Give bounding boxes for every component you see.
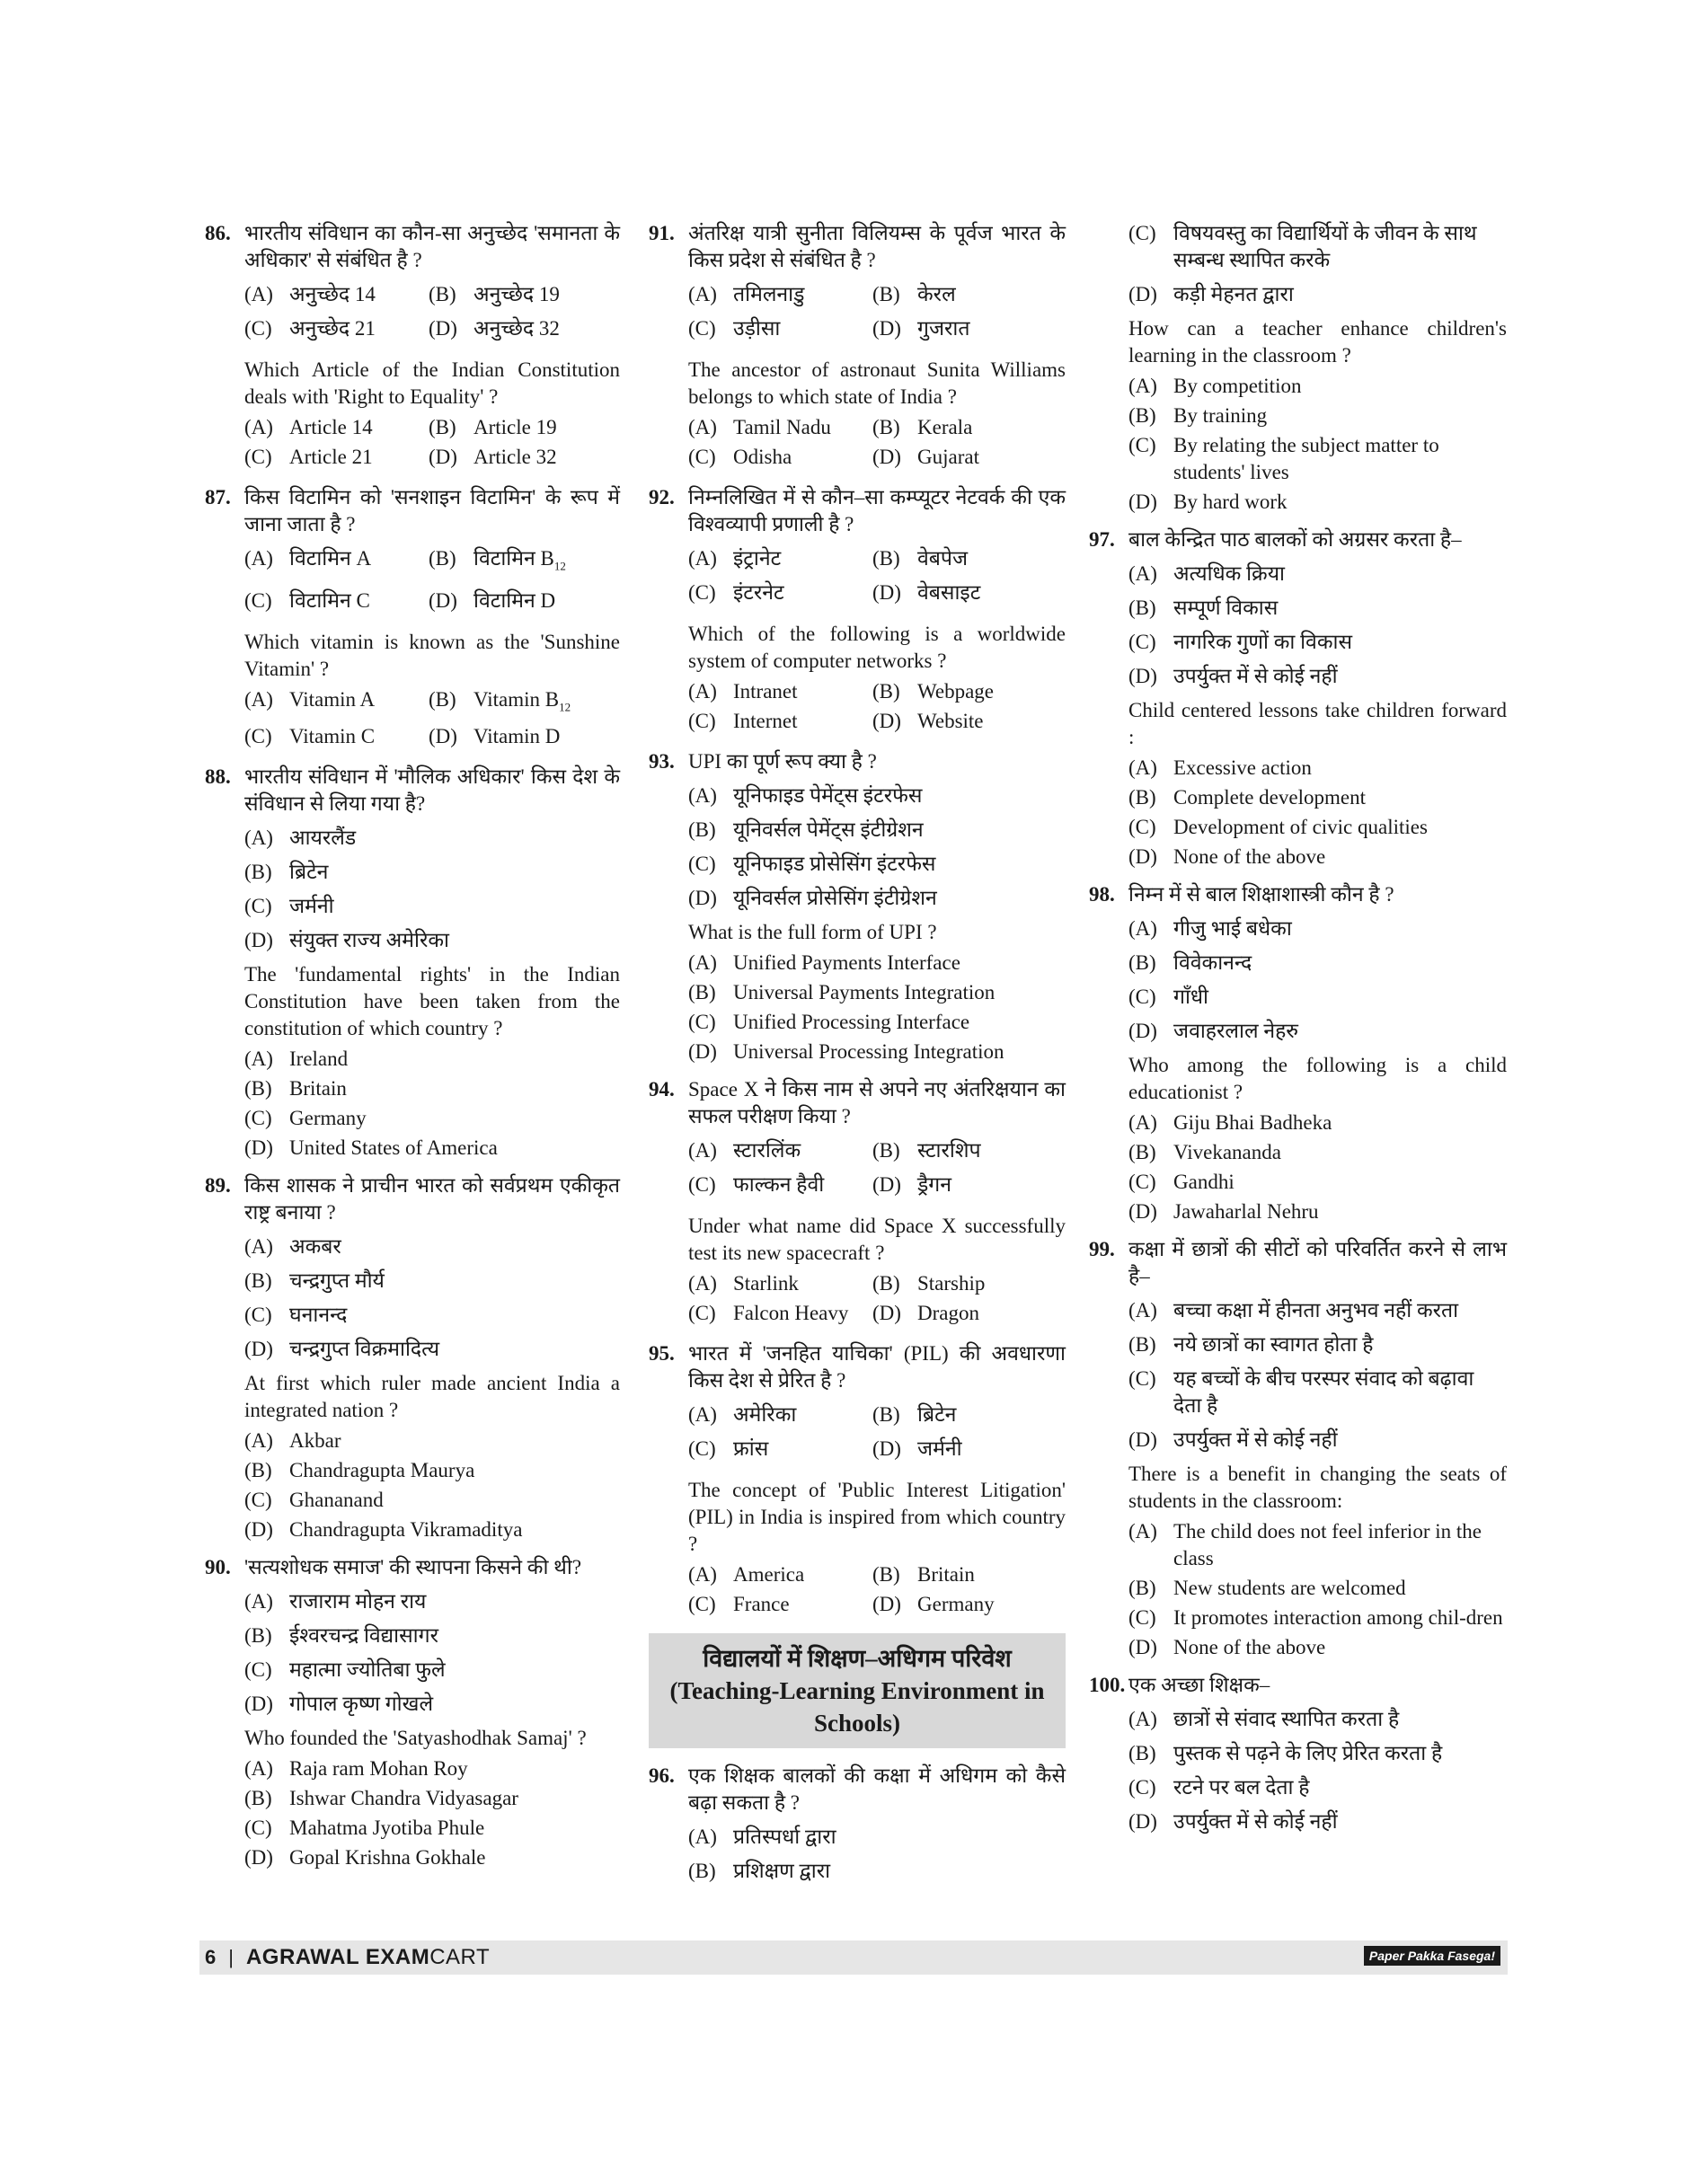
option-a[interactable]: (A) यूनिफाइड पेमेंट्स इंटरफेस [688, 784, 923, 807]
option-d[interactable]: (D) Chandragupta Vikramaditya [244, 1518, 523, 1542]
option-b[interactable]: (B) प्रशिक्षण द्वारा [688, 1860, 831, 1882]
option-a[interactable]: (A) Giju Bhai Badheka [1128, 1111, 1332, 1134]
option-a[interactable]: (A) प्रतिस्पर्धा द्वारा [688, 1825, 836, 1848]
options-hindi [1128, 915, 1507, 1045]
option-b[interactable]: (B) By training [1128, 404, 1268, 427]
question-number: 99. [1089, 1238, 1115, 1260]
question-88 [205, 764, 620, 1162]
question-text-hindi: भारतीय संविधान में 'मौलिक अधिकार' किस देश के संविधान से लिया गया है? [244, 765, 620, 816]
question-text-hindi: बाल केन्द्रित पाठ बालकों को अग्रसर करता है– [1128, 528, 1462, 551]
option-c[interactable]: (C) Odisha [688, 446, 792, 468]
question-text-english: The 'fundamental rights' in the Indian Constitution have been taken from the constitution of which country ? [244, 963, 620, 1040]
option-d[interactable]: (D) यूनिवर्सल प्रोसेसिंग इंटीग्रेशन [688, 887, 937, 909]
option-b[interactable]: (B) स्टारशिप [872, 1139, 981, 1162]
options-english [244, 1755, 620, 1871]
question-text-english: Which of the following is a worldwide system of computer networks ? [688, 623, 1066, 672]
options-hindi [688, 1824, 1066, 1885]
options-hindi [244, 825, 620, 954]
option-c[interactable]: (C) Falcon Heavy [688, 1302, 849, 1324]
question-93 [649, 748, 1066, 1065]
question-text-english: What is the full form of UPI ? [688, 921, 937, 943]
question-91 [649, 220, 1066, 473]
question-text-english: The concept of 'Public Interest Litigation' (PIL) in India is inspired from which country ? [688, 1479, 1066, 1555]
option-d[interactable]: (D) Website [872, 710, 984, 732]
question-text-english: The ancestor of astronaut Sunita Williams belongs to which state of India ? [688, 358, 1066, 408]
option-d[interactable]: (D) उपर्युक्त में से कोई नहीं [1128, 1810, 1338, 1833]
section-heading-english: (Teaching-Learning Environment in Schools) [669, 1677, 1045, 1737]
option-a[interactable]: (A) Vitamin A [244, 687, 376, 711]
options-english [1128, 373, 1507, 516]
option-b[interactable]: (B) Chandragupta Maurya [244, 1459, 475, 1482]
question-number: 90. [205, 1556, 231, 1579]
option-b[interactable]: (B) सम्पूर्ण विकास [1128, 597, 1279, 619]
option-b[interactable]: (B) Starship [872, 1272, 986, 1295]
option-a[interactable]: (A) इंट्रानेट [688, 547, 782, 570]
options-hindi [244, 1588, 620, 1718]
brand-logo: AGRAWAL EXAMCART [245, 1945, 491, 1969]
column-3 [1089, 220, 1507, 1846]
option-c[interactable]: (C) यूनिफाइड प्रोसेसिंग इंटरफेस [688, 853, 936, 875]
section-heading-hindi: विद्यालयों में शिक्षण–अधिगम परिवेश [703, 1645, 1012, 1672]
question-text-english: Who founded the 'Satyashodhak Samaj' ? [244, 1727, 587, 1750]
question-87 [205, 484, 620, 753]
question-text-english: How can a teacher enhance children's learning in the classroom ? [1128, 317, 1507, 367]
option-b[interactable]: (B) New students are welcomed [1128, 1577, 1406, 1599]
question-text-hindi: भारत में 'जनहित याचिका' (PIL) की अवधारणा किस देश से प्रेरित है ? [688, 1342, 1066, 1392]
question-text-english: Under what name did Space X successfully test its new spacecraft ? [688, 1215, 1066, 1264]
option-a[interactable]: (A) Intranet [688, 680, 798, 703]
option-c[interactable]: (C) घनानन्द [244, 1304, 348, 1327]
question-text-hindi: निम्न में से बाल शिक्षाशास्त्री कौन है ? [1128, 883, 1394, 906]
question-96-continued [1128, 220, 1507, 516]
option-b[interactable]: (B) वेबपेज [872, 547, 969, 570]
option-d[interactable]: (D) Germany [872, 1593, 995, 1615]
option-b[interactable]: (B) Vivekananda [1128, 1141, 1281, 1163]
question-text-english: At first which ruler made ancient India a integrated nation ? [244, 1372, 620, 1422]
option-a[interactable]: (A) By competition [1128, 375, 1302, 397]
section-heading [649, 1633, 1066, 1748]
question-number: 87. [205, 486, 231, 508]
option-d[interactable]: (D) चन्द्रगुप्त विक्रमादित्य [244, 1338, 440, 1361]
option-d[interactable]: (D) वेबसाइट [872, 581, 981, 604]
option-b[interactable]: (B) Complete development [1128, 786, 1366, 809]
options-hindi [688, 281, 1066, 349]
options-english [244, 1046, 620, 1162]
option-b[interactable]: (B) पुस्तक से पढ़ने के लिए प्रेरित करता है [1128, 1742, 1443, 1764]
option-c[interactable]: (C) Vitamin C [244, 725, 376, 748]
options-hindi [688, 1137, 1066, 1206]
question-98 [1089, 881, 1507, 1225]
option-c[interactable]: (C) महात्मा ज्योतिबा फुले [244, 1658, 446, 1682]
option-d[interactable]: (D) अनुच्छेद 32 [429, 317, 560, 340]
question-number: 95. [649, 1342, 675, 1365]
option-c[interactable]: (C) Ghananand [244, 1489, 384, 1512]
option-b[interactable]: (B) ब्रिटेन [872, 1403, 957, 1426]
options-hindi [688, 782, 1066, 912]
question-95 [649, 1340, 1066, 1621]
page-footer [199, 1940, 1508, 1975]
option-b[interactable]: (B) Britain [872, 1563, 975, 1586]
question-number: 94. [649, 1078, 675, 1101]
question-number: 89. [205, 1174, 231, 1198]
option-a[interactable]: (A) अमेरिका [688, 1403, 797, 1426]
options-hindi [688, 1401, 1066, 1470]
option-a[interactable]: (A) अनुच्छेद 14 [244, 283, 376, 305]
option-b[interactable]: (B) नये छात्रों का स्वागत होता है [1128, 1333, 1374, 1356]
question-text-english: There is a benefit in changing the seats of students in the classroom: [1128, 1463, 1507, 1512]
option-b[interactable]: (B) Kerala [872, 416, 973, 438]
option-c[interactable]: (C) Mahatma Jyotiba Phule [244, 1817, 485, 1840]
question-text-hindi: एक अच्छा शिक्षक– [1128, 1674, 1270, 1696]
option-c[interactable]: (C) Germany [244, 1107, 367, 1130]
options-hindi [1128, 220, 1507, 308]
question-text-hindi: Space X ने किस नाम से अपने नए अंतरिक्षयान का सफल परीक्षण किया ? [688, 1078, 1066, 1127]
question-text-hindi: UPI का पूर्ण रूप क्या है ? [688, 750, 877, 773]
option-c[interactable]: (C) यह बच्चों के बीच परस्पर संवाद को बढ़ावा देता है [1128, 1367, 1474, 1417]
options-hindi [244, 1233, 620, 1363]
question-99 [1089, 1236, 1507, 1661]
option-c[interactable]: (C) It promotes interaction among chil-dren [1128, 1606, 1503, 1629]
column-2 [649, 220, 1066, 1896]
question-number: 100. [1089, 1674, 1126, 1696]
option-d[interactable]: (D) Gujarat [872, 446, 979, 468]
page-number: 6 [205, 1946, 217, 1968]
option-d[interactable]: (D) Gopal Krishna Gokhale [244, 1846, 486, 1870]
options-english [1128, 755, 1507, 871]
question-number: 92. [649, 486, 675, 508]
option-c[interactable]: (C) Internet [688, 710, 798, 732]
option-d[interactable]: (D) None of the above [1128, 845, 1326, 868]
option-c[interactable]: (C) Article 21 [244, 446, 373, 468]
option-b[interactable]: (B) विवेकानन्द [1128, 951, 1252, 974]
question-96 [649, 1763, 1066, 1885]
question-text-english: Child centered lessons take children forward : [1128, 699, 1507, 748]
options-english [688, 1561, 1066, 1621]
column-1 [205, 220, 620, 1882]
question-number: 93. [649, 750, 675, 773]
option-a[interactable]: (A) गीजु भाई बधेका [1128, 917, 1292, 940]
question-text-hindi: किस विटामिन को 'सनशाइन विटामिन' के रूप में जाना जाता है ? [244, 486, 620, 535]
option-b[interactable]: (B) Britain [244, 1077, 347, 1101]
question-text-hindi: अंतरिक्ष यात्री सुनीता विलियम्स के पूर्वज भारत के किस प्रदेश से संबंधित है ? [688, 222, 1066, 271]
option-a[interactable]: (A) राजाराम मोहन राय [244, 1590, 427, 1613]
options-hindi [1128, 1297, 1507, 1454]
question-text-hindi: 'सत्यशोधक समाज' की स्थापना किसने की थी? [244, 1556, 582, 1579]
option-d[interactable]: (D) गुजरात [872, 317, 970, 340]
option-b[interactable]: (B) Universal Payments Integration [688, 981, 996, 1003]
option-c[interactable]: (C) उड़ीसा [688, 317, 781, 340]
question-100 [1089, 1672, 1507, 1835]
option-d[interactable]: (D) By hard work [1128, 491, 1288, 513]
tagline-badge: Paper Pakka Fasega! [1364, 1946, 1500, 1966]
option-c[interactable]: (C) गाँधी [1128, 986, 1209, 1008]
question-89 [205, 1172, 620, 1543]
options-english [688, 678, 1066, 738]
question-text-hindi: किस शासक ने प्राचीन भारत को सर्वप्रथम एकीकृत राष्ट्र बनाया ? [244, 1174, 620, 1224]
option-c[interactable]: (C) जर्मनी [244, 895, 334, 918]
option-c[interactable]: (C) विटामिन C [244, 588, 370, 612]
option-b[interactable]: (B) विटामिन $B_{12}$ [429, 547, 566, 573]
question-text-english: Which vitamin is known as the 'Sunshine Vitamin' ? [244, 630, 620, 680]
options-english [1128, 1518, 1507, 1661]
option-b[interactable]: (B) Ishwar Chandra Vidyasagar [244, 1787, 518, 1810]
option-d[interactable]: (D) गोपाल कृष्ण गोखले [244, 1693, 434, 1716]
question-number: 98. [1089, 883, 1115, 906]
question-number: 96. [649, 1764, 675, 1787]
question-number: 97. [1089, 528, 1115, 551]
option-b[interactable]: (B) ईश्वरचन्द्र विद्यासागर [244, 1624, 438, 1648]
option-a[interactable]: (A) विटामिन A [244, 547, 372, 570]
options-hindi [244, 545, 620, 622]
options-english [1128, 1109, 1507, 1225]
option-c[interactable]: (C) नागरिक गुणों का विकास [1128, 631, 1353, 653]
option-a[interactable]: (A) अत्यधिक क्रिया [1128, 562, 1286, 585]
options-hindi [244, 281, 620, 349]
options-english [688, 1270, 1066, 1330]
question-97 [1089, 526, 1507, 871]
option-d[interactable]: (D) None of the above [1128, 1636, 1326, 1658]
option-a[interactable]: (A) बच्चा कक्षा में हीनता अनुभव नहीं करता [1128, 1299, 1459, 1322]
option-a[interactable]: (A) तमिलनाडु [688, 283, 805, 305]
option-d[interactable]: (D) जवाहरलाल नेहरु [1128, 1020, 1299, 1042]
option-b[interactable]: (B) Webpage [872, 680, 994, 703]
option-c[interactable]: (C) विषयवस्तु का विद्यार्थियों के जीवन के साथ सम्बन्ध स्थापित करके [1128, 222, 1477, 271]
option-a[interactable]: (A) Starlink [688, 1272, 799, 1295]
option-d[interactable]: (D) Jawaharlal Nehru [1128, 1200, 1319, 1223]
option-c[interactable]: (C) Development of civic qualities [1128, 816, 1428, 838]
question-number: 91. [649, 222, 675, 244]
option-d[interactable]: (D) उपर्युक्त में से कोई नहीं [1128, 1428, 1338, 1451]
option-a[interactable]: (A) Raja ram Mohan Roy [244, 1757, 468, 1781]
question-94 [649, 1076, 1066, 1330]
option-d[interactable]: (D) Vitamin D [429, 725, 561, 748]
option-c[interactable]: (C) रटने पर बल देता है [1128, 1776, 1310, 1799]
option-c[interactable]: (C) Gandhi [1128, 1171, 1235, 1193]
question-number: 88. [205, 765, 231, 789]
option-a[interactable]: (A) Article 14 [244, 416, 373, 438]
option-a[interactable]: (A) अकबर [244, 1235, 341, 1259]
option-b[interactable]: (B) ब्रिटेन [244, 861, 329, 884]
option-c[interactable]: (C) France [688, 1593, 790, 1615]
option-b[interactable]: (B) केरल [872, 283, 956, 305]
options-english [688, 950, 1066, 1065]
option-a[interactable]: (A) स्टारलिंक [688, 1139, 801, 1162]
question-text-hindi: निम्नलिखित में से कौन–सा कम्प्यूटर नेटवर्क की एक विश्वव्यापी प्रणाली है ? [688, 486, 1066, 535]
option-a[interactable]: (A) Unified Payments Interface [688, 951, 960, 974]
option-a[interactable]: (A) छात्रों से संवाद स्थापित करता है [1128, 1708, 1400, 1730]
option-c[interactable]: (C) फ्रांस [688, 1437, 769, 1460]
option-c[interactable]: (C) अनुच्छेद 21 [244, 317, 376, 340]
option-c[interactable]: (C) Unified Processing Interface [688, 1011, 970, 1033]
options-hindi [1128, 561, 1507, 690]
question-92 [649, 484, 1066, 738]
option-d[interactable]: (D) कड़ी मेहनत द्वारा [1128, 283, 1294, 305]
options-english [688, 414, 1066, 473]
question-90 [205, 1554, 620, 1871]
option-d[interactable]: (D) Article 32 [429, 446, 557, 468]
option-d[interactable]: (D) विटामिन D [429, 588, 556, 612]
option-a[interactable]: (A) America [688, 1563, 805, 1586]
option-d[interactable]: (D) Dragon [872, 1302, 979, 1324]
option-a[interactable]: (A) Tamil Nadu [688, 416, 831, 438]
options-english [244, 414, 620, 473]
question-number: 86. [205, 222, 231, 244]
question-text-english: Who among the following is a child educationist ? [1128, 1054, 1507, 1103]
question-text-hindi: कक्षा में छात्रों की सीटों को परिवर्तित करने से लाभ है– [1128, 1238, 1507, 1287]
option-d[interactable]: (D) जर्मनी [872, 1437, 962, 1460]
option-c[interactable]: (C) इंटरनेट [688, 581, 784, 604]
option-b[interactable]: (B) अनुच्छेद 19 [429, 283, 560, 305]
option-d[interactable]: (D) संयुक्त राज्य अमेरिका [244, 929, 449, 952]
options-english [244, 1428, 620, 1543]
option-c[interactable]: (C) By relating the subject matter to students' lives [1128, 434, 1439, 483]
option-d[interactable]: (D) Universal Processing Integration [688, 1040, 1004, 1063]
option-d[interactable]: (D) उपर्युक्त में से कोई नहीं [1128, 665, 1338, 687]
footer-separator: | [228, 1946, 234, 1968]
question-86 [205, 220, 620, 473]
question-text-hindi: भारतीय संविधान का कौन-सा अनुच्छेद 'समानता के अधिकार' से संबंधित है ? [244, 222, 620, 271]
option-c[interactable]: (C) फाल्कन हैवी [688, 1173, 825, 1196]
option-a[interactable]: (A) Akbar [244, 1429, 341, 1453]
options-english [244, 686, 620, 754]
option-b[interactable]: (B) Article 19 [429, 416, 557, 438]
option-b[interactable]: (B) Vitamin $B_{12}$ [429, 687, 571, 714]
option-b[interactable]: (B) यूनिवर्सल पेमेंट्स इंटीग्रेशन [688, 818, 924, 841]
question-text-english: Which Article of the Indian Constitution deals with 'Right to Equality' ? [244, 358, 620, 408]
options-hindi [688, 545, 1066, 614]
option-a[interactable]: (A) Excessive action [1128, 756, 1312, 779]
option-d[interactable]: (D) ड्रैगन [872, 1173, 952, 1196]
option-b[interactable]: (B) चन्द्रगुप्त मौर्य [244, 1269, 385, 1293]
option-a[interactable]: (A) Ireland [244, 1048, 349, 1071]
option-a[interactable]: (A) आयरलैंड [244, 827, 357, 850]
option-d[interactable]: (D) United States of America [244, 1136, 498, 1160]
question-text-hindi: एक शिक्षक बालकों की कक्षा में अधिगम को कैसे बढ़ा सकता है ? [688, 1764, 1066, 1814]
option-a[interactable]: (A) The child does not feel inferior in the class [1128, 1520, 1482, 1569]
options-hindi [1128, 1706, 1507, 1835]
